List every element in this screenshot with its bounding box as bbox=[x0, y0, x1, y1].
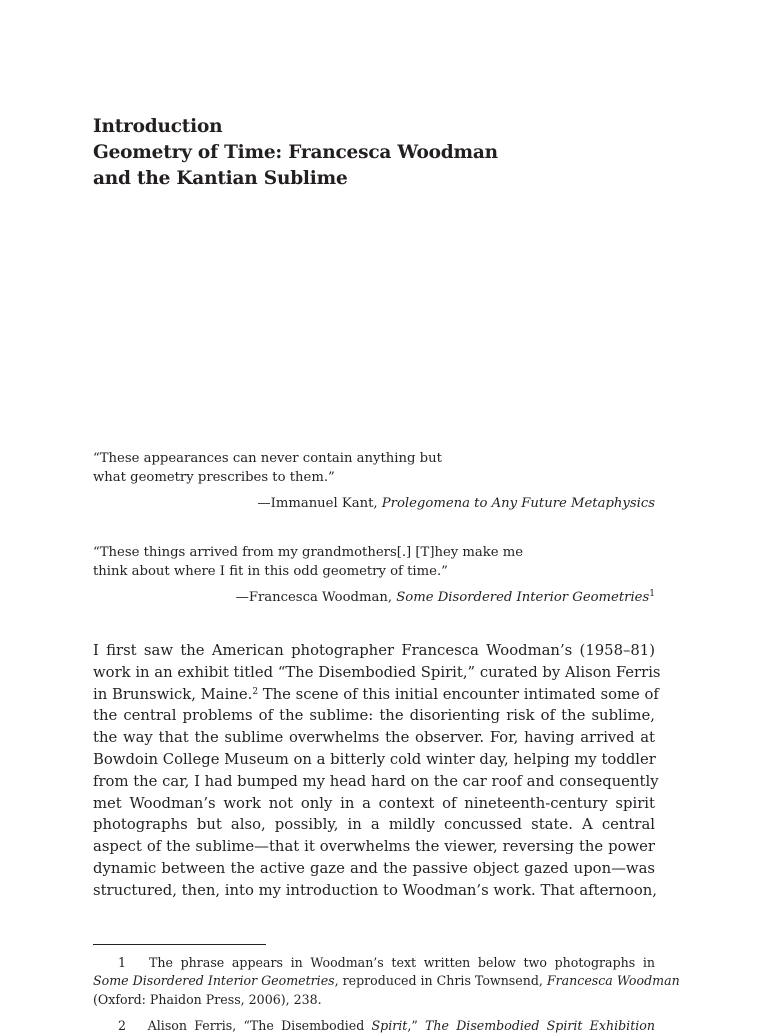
attribution-author: —Immanuel Kant, bbox=[257, 496, 382, 511]
body-line: photographs but also, possibly, in a mildly concussed state. A central bbox=[93, 816, 655, 834]
body-line: dynamic between the active gaze and the passive object gazed upon—was bbox=[93, 859, 655, 877]
chapter-heading bbox=[93, 114, 563, 192]
body-line: work in an exhibit titled “The Disembodied Spirit,” curated by Alison Ferris bbox=[93, 663, 661, 681]
footnote-title: Spirit bbox=[371, 1018, 408, 1034]
footnote-2-line bbox=[93, 1017, 655, 1035]
heading-line: Introduction bbox=[93, 116, 223, 137]
body-line: I first saw the American photographer Francesca Woodman’s (1958–81) bbox=[93, 642, 655, 659]
footnote-text: The phrase appears in Woodman’s text written below two photographs in bbox=[149, 955, 655, 970]
body-line bbox=[93, 684, 659, 706]
body-line: the central problems of the sublime: the disorienting risk of the sublime, bbox=[93, 707, 655, 725]
epigraph-kant bbox=[93, 450, 655, 514]
footnote-number: 1 bbox=[118, 955, 127, 970]
footnote-1-line: (Oxford: Phaidon Press, 2006), 238. bbox=[93, 991, 322, 1007]
epigraph-quote-line: “These appearances can never contain anything but bbox=[93, 451, 442, 466]
footnote-reference[interactable]: 1 bbox=[649, 589, 655, 599]
footnote-divider bbox=[93, 944, 266, 945]
body-text-run: in Brunswick, Maine. bbox=[93, 685, 253, 703]
footnote-reference[interactable]: 2 bbox=[252, 686, 259, 697]
footnote-text: , reproduced in Chris Townsend, bbox=[334, 973, 547, 989]
footnote-title: The Disembodied Spirit Exhibition bbox=[425, 1018, 655, 1034]
body-line: met Woodman’s work not only in a context of nineteenth-century spirit bbox=[93, 794, 655, 812]
heading-line: and the Kantian Sublime bbox=[93, 168, 348, 189]
body-line: the way that the sublime overwhelms the observer. For, having arrived at bbox=[93, 729, 655, 747]
footnote-text: Alison Ferris, “The Disembodied bbox=[147, 1018, 372, 1034]
epigraph-attribution bbox=[93, 495, 655, 514]
footnote-number: 2 bbox=[118, 1018, 127, 1034]
heading-line: Geometry of Time: Francesca Woodman bbox=[93, 142, 498, 163]
body-line: aspect of the sublime—that it overwhelms the viewer, reversing the power bbox=[93, 838, 655, 856]
footnote-1-line bbox=[93, 972, 680, 990]
epigraph-quote-line: think about where I fit in this odd geometry of time.” bbox=[93, 563, 448, 579]
body-paragraph bbox=[93, 640, 661, 902]
footnote-text: ,” bbox=[407, 1018, 426, 1034]
epigraph-quote-line: what geometry prescribes to them.” bbox=[93, 469, 335, 485]
body-line: Bowdoin College Museum on a bitterly cold winter day, helping my toddler bbox=[93, 750, 656, 768]
body-text-run: The scene of this initial encounter intimated some of bbox=[258, 685, 659, 703]
epigraph-attribution bbox=[93, 589, 655, 608]
attribution-author: —Francesca Woodman, bbox=[235, 590, 397, 605]
attribution-title: Prolegomena to Any Future Metaphysics bbox=[381, 496, 655, 511]
footnotes bbox=[93, 954, 680, 1036]
footnote-1-line bbox=[93, 954, 655, 972]
attribution-title: Some Disordered Interior Geometries bbox=[396, 590, 650, 605]
footnote-title: Some Disordered Interior Geometries bbox=[93, 973, 335, 989]
body-line: from the car, I had bumped my head hard on the car roof and consequently bbox=[93, 772, 659, 790]
footnote-title: Francesca Woodman bbox=[546, 973, 680, 989]
epigraph-woodman bbox=[93, 544, 655, 608]
body-line: structured, then, into my introduction to Woodman’s work. That afternoon, bbox=[93, 881, 657, 899]
epigraph-quote-line: “These things arrived from my grandmothers[.] [T]hey make me bbox=[93, 545, 524, 560]
